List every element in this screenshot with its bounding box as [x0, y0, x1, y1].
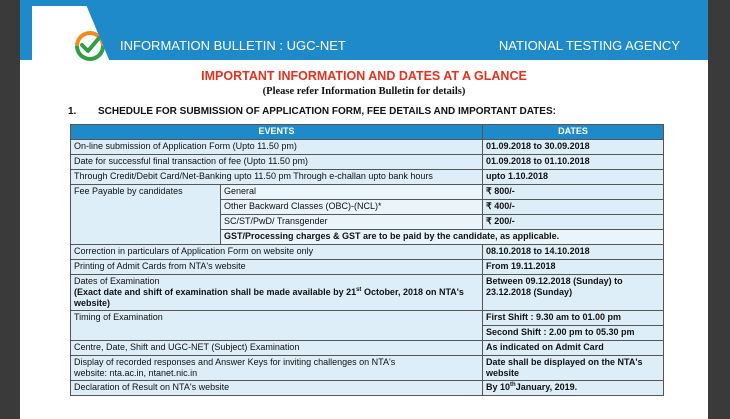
event-cell: Date for successful final transaction of fee (Upto 11.50 pm) — [71, 155, 483, 170]
table-row — [71, 185, 664, 200]
bulletin-title: INFORMATION BULLETIN : UGC-NET — [120, 38, 346, 53]
checkmark-logo-icon — [72, 28, 108, 64]
exam-note-text-end: October, 2018 on NTA's website) — [74, 287, 464, 308]
event-cell: Timing of Examination — [71, 311, 483, 341]
date-cell: As indicated on Admit Card — [483, 341, 664, 356]
event-cell: Correction in particulars of Application Form on website only — [71, 245, 483, 260]
result-date-text: By 10 — [486, 382, 511, 392]
table-row — [71, 245, 664, 260]
event-cell: Declaration of Result on NTA's website — [71, 381, 483, 396]
date-cell: 01.09.2018 to 30.09.2018 — [483, 140, 664, 155]
fee-amount-cell: ₹ 200/- — [483, 215, 664, 230]
event-cell: Centre, Date, Shift and UGC-NET (Subject) Examination — [71, 341, 483, 356]
bulletin-page — [20, 0, 708, 419]
page-subtitle: (Please refer Information Bulletin for details) — [262, 86, 466, 97]
exam-note-text: (Exact date and shift of examination shall be made available by 21 — [74, 287, 357, 297]
first-shift-cell: First Shift : 9.30 am to 01.00 pm — [483, 311, 664, 326]
answer-keys-line-1: Display of recorded responses and Answer Keys for inviting challenges on NTA's — [74, 357, 396, 367]
date-cell: Between 09.12.2018 (Sunday) to 23.12.2018 (Sunday) — [483, 275, 664, 311]
fee-amount-cell: ₹ 800/- — [483, 185, 664, 200]
event-cell: On-line submission of Application Form (Upto 11.50 pm) — [71, 140, 483, 155]
date-cell: 08.10.2018 to 14.10.2018 — [483, 245, 664, 260]
answer-keys-line-2: website: nta.ac.in, ntanet.nic.in — [74, 368, 198, 378]
fee-category-cell: Other Backward Classes (OBC)-(NCL)* — [221, 200, 483, 215]
date-cell: From 19.11.2018 — [483, 260, 664, 275]
table-header-row — [71, 125, 664, 140]
table-row — [71, 311, 664, 326]
second-shift-cell: Second Shift : 2.00 pm to 05.30 pm — [483, 326, 664, 341]
date-cell: upto 1.10.2018 — [483, 170, 664, 185]
table-row — [71, 155, 664, 170]
date-cell: 01.09.2018 to 01.10.2018 — [483, 155, 664, 170]
fee-amount-cell: ₹ 400/- — [483, 200, 664, 215]
event-cell: Through Credit/Debit Card/Net-Banking upto 11.50 pm Through e-challan upto bank hours — [71, 170, 483, 185]
dates-header: DATES — [483, 125, 664, 140]
table-row — [71, 356, 664, 381]
fee-category-cell: SC/ST/PwD/ Transgender — [221, 215, 483, 230]
section-heading: SCHEDULE FOR SUBMISSION OF APPLICATION FORM, FEE DETAILS AND IMPORTANT DATES: — [98, 106, 556, 117]
table-row — [71, 275, 664, 311]
date-cell: Date shall be displayed on the NTA's website — [483, 356, 664, 381]
table-row — [71, 341, 664, 356]
logo-panel — [32, 6, 110, 62]
event-cell — [71, 356, 483, 381]
table-row — [71, 140, 664, 155]
table-row — [71, 170, 664, 185]
header-banner — [20, 0, 708, 60]
page-title: IMPORTANT INFORMATION AND DATES AT A GLANCE — [201, 69, 527, 83]
exam-dates-note — [74, 287, 479, 309]
exam-note-sup: st — [356, 287, 362, 293]
date-cell — [483, 381, 664, 396]
table-row — [71, 381, 664, 396]
exam-dates-label: Dates of Examination — [74, 276, 160, 286]
events-header: EVENTS — [71, 125, 483, 140]
fee-label-cell: Fee Payable by candidates — [71, 185, 221, 245]
event-cell: Printing of Admit Cards from NTA's website — [71, 260, 483, 275]
event-cell — [71, 275, 483, 311]
section-number: 1. — [68, 106, 77, 117]
gst-note-cell: GST/Processing charges & GST are to be paid by the candidate, as applicable. — [221, 230, 664, 245]
table-row — [71, 260, 664, 275]
agency-name: NATIONAL TESTING AGENCY — [498, 38, 680, 53]
schedule-table — [70, 124, 664, 396]
fee-category-cell: General — [221, 185, 483, 200]
result-date-sup: th — [510, 382, 516, 388]
result-date-text-end: January, 2019. — [515, 382, 578, 392]
